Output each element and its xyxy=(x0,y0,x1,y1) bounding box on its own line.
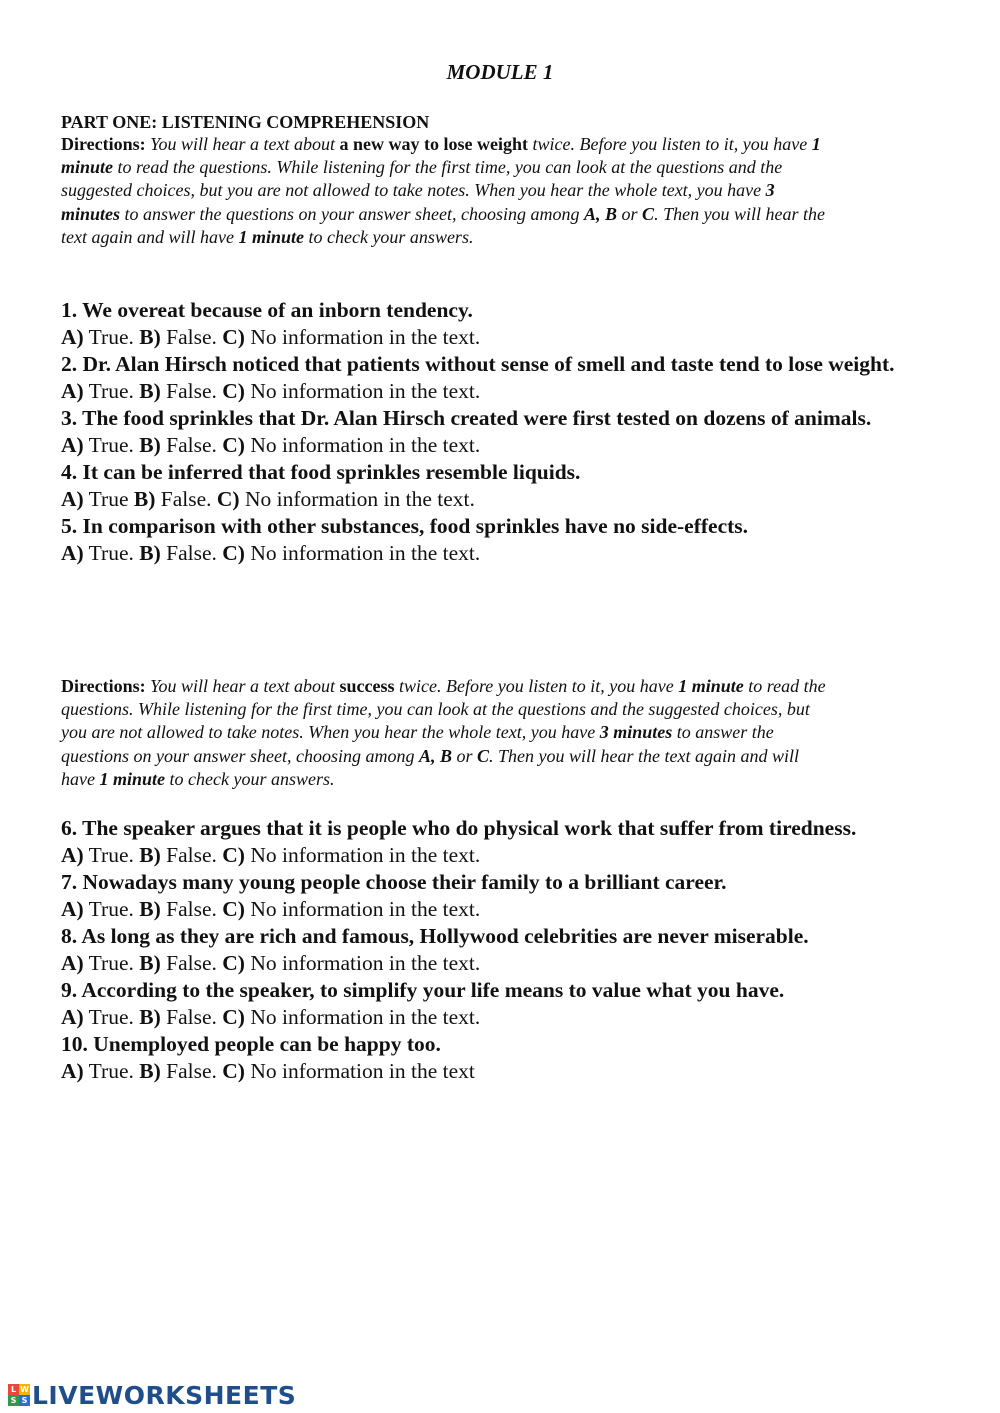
liveworksheets-logo-text: LIVEWORKSHEETS xyxy=(32,1380,297,1410)
option-letter-c: C) xyxy=(222,433,245,457)
option-letter-b: B) xyxy=(139,1059,161,1083)
liveworksheets-logo-icon xyxy=(8,1384,30,1406)
answer-options xyxy=(61,950,941,977)
logo-icon-tile: S xyxy=(19,1395,30,1406)
question-item xyxy=(61,815,941,869)
liveworksheets-logo[interactable] xyxy=(8,1378,296,1412)
option-letter-a: A) xyxy=(61,1059,84,1083)
question-text: 5. In comparison with other substances, food sprinkles have no side-effects. xyxy=(61,514,749,538)
option-letter-b: B) xyxy=(133,487,156,511)
option-letter-c: C) xyxy=(216,487,240,511)
option-text-b: False. xyxy=(160,1005,223,1029)
answer-options xyxy=(61,896,941,923)
option-letter-c: C) xyxy=(222,843,245,867)
logo-icon-tile: W xyxy=(20,1385,29,1394)
option-text-c: No information in the text. xyxy=(244,433,481,457)
option-letter-c: C) xyxy=(222,541,245,565)
option-letter-a: A) xyxy=(61,487,84,511)
option-text-c: No information in the text. xyxy=(244,951,481,975)
directions-label: Directions: xyxy=(61,134,146,154)
option-text-b: False. xyxy=(160,843,223,867)
option-text-c: No information in the text xyxy=(244,1059,475,1083)
option-text-a: True. xyxy=(83,843,140,867)
question-text: 8. As long as they are rich and famous, Hollywood celebrities are never miserable. xyxy=(61,924,809,948)
option-text-a: True. xyxy=(83,379,140,403)
option-letter-a: A) xyxy=(61,843,84,867)
answer-options xyxy=(61,1004,941,1031)
option-text-a: True xyxy=(83,487,134,511)
question-text: 6. The speaker argues that it is people who do physical work that suffer from tiredness. xyxy=(61,816,857,840)
option-text-c: No information in the text. xyxy=(244,325,481,349)
answer-options xyxy=(61,540,941,567)
option-text-b: False. xyxy=(155,487,217,511)
page-title: MODULE 1 xyxy=(446,60,554,84)
option-letter-a: A) xyxy=(61,1005,84,1029)
option-letter-a: A) xyxy=(61,897,84,921)
question-text: 4. It can be inferred that food sprinkles resemble liquids. xyxy=(61,460,581,484)
logo-icon-tile: L xyxy=(8,1384,19,1395)
option-letter-c: C) xyxy=(222,325,245,349)
option-text-b: False. xyxy=(160,325,223,349)
question-item xyxy=(61,1031,941,1085)
question-list-2 xyxy=(61,815,941,1085)
option-letter-a: A) xyxy=(61,433,84,457)
question-item xyxy=(61,459,941,513)
answer-options xyxy=(61,432,941,459)
answer-options xyxy=(61,1058,941,1085)
question-item xyxy=(61,297,941,351)
option-text-a: True. xyxy=(83,951,140,975)
answer-options xyxy=(61,324,941,351)
option-letter-b: B) xyxy=(139,1005,161,1029)
answer-options xyxy=(61,486,941,513)
option-text-c: No information in the text. xyxy=(244,379,481,403)
option-letter-c: C) xyxy=(222,897,245,921)
option-letter-a: A) xyxy=(61,951,84,975)
question-item xyxy=(61,923,941,977)
option-letter-b: B) xyxy=(139,325,161,349)
option-text-a: True. xyxy=(83,1059,140,1083)
option-letter-a: A) xyxy=(61,325,84,349)
question-item xyxy=(61,977,941,1031)
option-letter-a: A) xyxy=(61,541,84,565)
directions-topic: a new way to lose weight xyxy=(339,134,528,154)
question-item xyxy=(61,513,941,567)
option-letter-c: C) xyxy=(222,379,245,403)
directions-2: Directions: You will hear a text about success twice. Before you listen to it, you have 1 minute to read the questions. While listening for the first time, you can look at the questions and the suggested choices, but you are not allowed to take notes. When you hear the whole text, you have 3 minutes to answer the questions on your answer sheet, choosing among A, B or C. Then you will hear the text again and will have 1 minute to check your answers. xyxy=(61,676,826,789)
question-text: 10. Unemployed people can be happy too. xyxy=(61,1032,441,1056)
option-letter-c: C) xyxy=(222,1059,245,1083)
option-text-c: No information in the text. xyxy=(244,897,481,921)
directions-topic: success xyxy=(339,676,395,696)
question-item xyxy=(61,351,941,405)
option-letter-a: A) xyxy=(61,379,84,403)
option-text-c: No information in the text. xyxy=(239,487,475,511)
option-text-b: False. xyxy=(160,951,223,975)
option-text-a: True. xyxy=(83,433,140,457)
question-item xyxy=(61,405,941,459)
question-text: 9. According to the speaker, to simplify your life means to value what you have. xyxy=(61,978,785,1002)
option-letter-b: B) xyxy=(139,379,161,403)
question-item xyxy=(61,869,941,923)
option-text-b: False. xyxy=(160,1059,223,1083)
option-text-c: No information in the text. xyxy=(244,843,481,867)
question-text: 1. We overeat because of an inborn tendency. xyxy=(61,298,473,322)
option-letter-b: B) xyxy=(139,897,161,921)
option-text-b: False. xyxy=(160,433,223,457)
question-text: 3. The food sprinkles that Dr. Alan Hirsch created were first tested on dozens of animals. xyxy=(61,406,872,430)
question-text: 7. Nowadays many young people choose their family to a brilliant career. xyxy=(61,870,727,894)
option-letter-c: C) xyxy=(222,1005,245,1029)
logo-icon-tile: S xyxy=(8,1395,19,1406)
option-text-b: False. xyxy=(160,897,223,921)
answer-options xyxy=(61,378,941,405)
option-text-b: False. xyxy=(160,541,223,565)
option-text-c: No information in the text. xyxy=(244,541,481,565)
option-text-b: False. xyxy=(160,379,223,403)
option-text-a: True. xyxy=(83,1005,140,1029)
question-text: 2. Dr. Alan Hirsch noticed that patients without sense of smell and taste tend to lose weight. xyxy=(61,352,895,376)
option-letter-c: C) xyxy=(222,951,245,975)
directions-1: Directions: You will hear a text about a new way to lose weight twice. Before you listen to it, you have 1 minute to read the questions. While listening for the first time, you can look at the questions and the suggested choices, but you are not allowed to take notes. When you hear the whole text, you have 3 minutes to answer the questions on your answer sheet, choosing among A, B or C. Then you will hear the text again and will have 1 minute to check your answers. xyxy=(61,134,826,247)
part-heading: PART ONE: LISTENING COMPREHENSION xyxy=(61,112,430,132)
option-letter-b: B) xyxy=(139,433,161,457)
option-text-a: True. xyxy=(83,325,140,349)
directions-label: Directions: xyxy=(61,676,146,696)
option-letter-b: B) xyxy=(139,541,161,565)
answer-options xyxy=(61,842,941,869)
option-text-a: True. xyxy=(83,541,140,565)
question-list-1 xyxy=(61,297,941,567)
option-letter-b: B) xyxy=(139,951,161,975)
option-letter-b: B) xyxy=(139,843,161,867)
option-text-c: No information in the text. xyxy=(244,1005,481,1029)
option-text-a: True. xyxy=(83,897,140,921)
